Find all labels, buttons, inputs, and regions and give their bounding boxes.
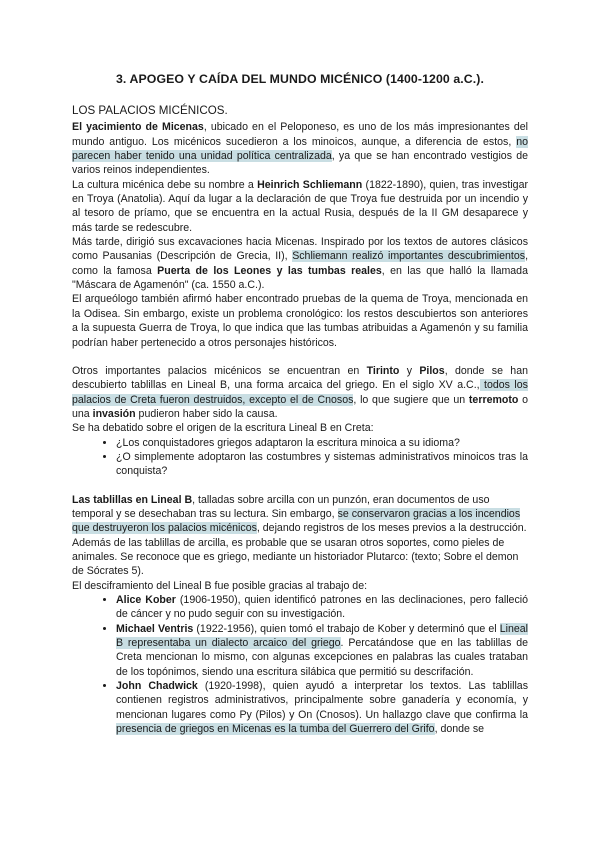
text-run: . Percatándose que en las tablillas de Creta mencionan lo mismo, con algunas excepciones en palabras las cuales trataban de los topónimos, siendo una escritura silábica que permitió su descrifación. — [116, 637, 528, 678]
highlighted-text: todos los palacios de Creta fueron destruidos, excepto el de Cnosos — [72, 379, 528, 406]
list-item: • ¿Los conquistadores griegos adaptaron la escritura minoica a su idioma? — [116, 436, 528, 450]
text-run: , lo que sugiere que un — [353, 393, 469, 406]
researcher-list — [72, 593, 528, 736]
text-run: Más tarde, dirigió sus excavaciones hacia Micenas. Inspirado por los textos de autores clásicos como Pausanias (Descripción de Grecia, II), — [72, 236, 528, 263]
highlighted-text: Schliemann realizó importantes descubrimientos — [292, 250, 526, 263]
paragraph-desciframiento: El desciframiento del Lineal B fue posible gracias al trabajo de: — [72, 579, 368, 592]
paragraph-excavaciones — [72, 235, 528, 292]
text-run: (1906-1950), quien identificó patrones en las declinaciones, pero falleció de cáncer y no pudo seguir con su investigación. — [116, 594, 528, 621]
list-item-chadwick — [116, 679, 528, 736]
text-run: pudieron haber sido la causa. — [135, 407, 278, 420]
highlighted-text: se conservaron gracias a los incendios que destruyeron los palacios micénicos — [72, 507, 521, 535]
paragraph-schliemann — [72, 178, 528, 235]
paragraph-tablillas — [72, 493, 528, 579]
text-run: , ya que se han encontrado vestigios de varios reinos independientes. — [72, 150, 529, 177]
bold-term: John Chadwick — [116, 680, 198, 693]
bold-term: terremoto — [468, 393, 519, 406]
bold-term: Michael Ventris — [116, 622, 194, 635]
text-run: o una — [72, 393, 528, 420]
text-run: La cultura micénica debe su nombre a — [72, 178, 258, 191]
text-run: (1920-1998), quien ayudó a interpretar los textos. Las tablillas contienen registros administrativos, principalmente sobre ganadería y economía, y mencionan lugares como Py (Pilos) y On (Cnosos). Un hallazgo clave que confirma la — [116, 680, 528, 721]
paragraph-gap — [72, 350, 528, 364]
paragraph-gap — [72, 479, 528, 493]
text-run: , ubicado en el Peloponeso, es uno de los más impresionantes del mundo antiguo. Los micénicos sucedieron a los minoicos, aunque, a diferencia de estos, — [72, 121, 528, 148]
text-run: , talladas sobre arcilla con un punzón, eran documentos de uso temporal y se desechaban tras su lectura. Sin embargo, — [72, 493, 490, 520]
highlighted-text: no parecen haber tenido una unidad política centralizada — [72, 135, 528, 163]
page-title: 3. APOGEO Y CAÍDA DEL MUNDO MICÉNICO (1400-1200 a.C.). — [115, 72, 485, 86]
bold-term: Tirinto — [366, 364, 400, 377]
list-item-kober — [116, 593, 528, 622]
text-run: y — [399, 364, 420, 377]
highlighted-text: Lineal B representaba un dialecto arcaico del griego — [116, 622, 528, 650]
text-run: (1822-1890), quien, tras investigar en Troya (Anatolia). Aquí da lugar a la declaración de que Troya fue destruida por un incendio y al tesoro de príamo, que se encuentra en la actual Rusia, después de la II GM desaparece y más tarde se redescubre. — [72, 178, 528, 234]
paragraph-micenas — [72, 120, 528, 177]
paragraph-troya — [72, 292, 528, 349]
document-body — [72, 104, 528, 736]
text-run: Otros importantes palacios micénicos se encuentran en — [72, 364, 367, 377]
bold-term: Alice Kober — [116, 594, 176, 606]
list-item-ventris — [116, 622, 528, 679]
bold-term: Las tablillas en Lineal B — [72, 493, 193, 506]
text-run: , como la famosa — [72, 250, 529, 277]
text-run: (1922-1956), quien tomó el trabajo de Kober y determinó que el — [193, 622, 500, 635]
text-run: , donde se — [434, 723, 485, 736]
highlighted-text: presencia de griegos en Micenas es la tumba del Guerrero del Grifo — [116, 723, 435, 736]
bold-term: invasión — [92, 407, 136, 420]
bold-term: Heinrich Schliemann — [257, 178, 363, 191]
bold-term: El yacimiento de Micenas — [72, 121, 204, 134]
list-item: • ¿O simplemente adoptaron las costumbres y sistemas administrativos minoicos tras la conquista? — [116, 450, 528, 479]
section-heading: LOS PALACIOS MICÉNICOS. — [72, 104, 228, 117]
question-list — [72, 436, 528, 479]
bold-term: Puerta de los Leones y las tumbas reales — [157, 264, 382, 277]
text-run: El arqueólogo también afirmó haber encontrado pruebas de la quema de Troya, mencionada en la Odisea. Sin embargo, existe un problema cronológico: los restos descubiertos son anteriores a la supuesta Guerra de Troya, lo que indica que las tumbas atribuidas a Agamenón y su familia podrían haber pertenecido a otros personajes históricos. — [72, 293, 528, 349]
text-run: , donde se han descubierto tablillas en Lineal B, una forma arcaica del griego. En el siglo XV a.C., — [72, 364, 528, 392]
text-run: , en las que halló la llamada "Máscara de Agamenón" (ca. 1550 a.C.). — [72, 264, 528, 292]
paragraph-palacios — [72, 364, 528, 421]
paragraph-debate: Se ha debatido sobre el origen de la escritura Lineal B en Creta: — [72, 422, 374, 435]
text-run: , dejando registros de los meses previos a la destrucción. Además de las tablillas de arcilla, es probable que se usaran otros soportes, como pieles de animales. Se reconoce que es griego, mediante un historiador Plutarco: (texto; Sobre el demon de Sócrates 5). — [72, 522, 527, 578]
bold-term: Pilos — [419, 364, 445, 377]
